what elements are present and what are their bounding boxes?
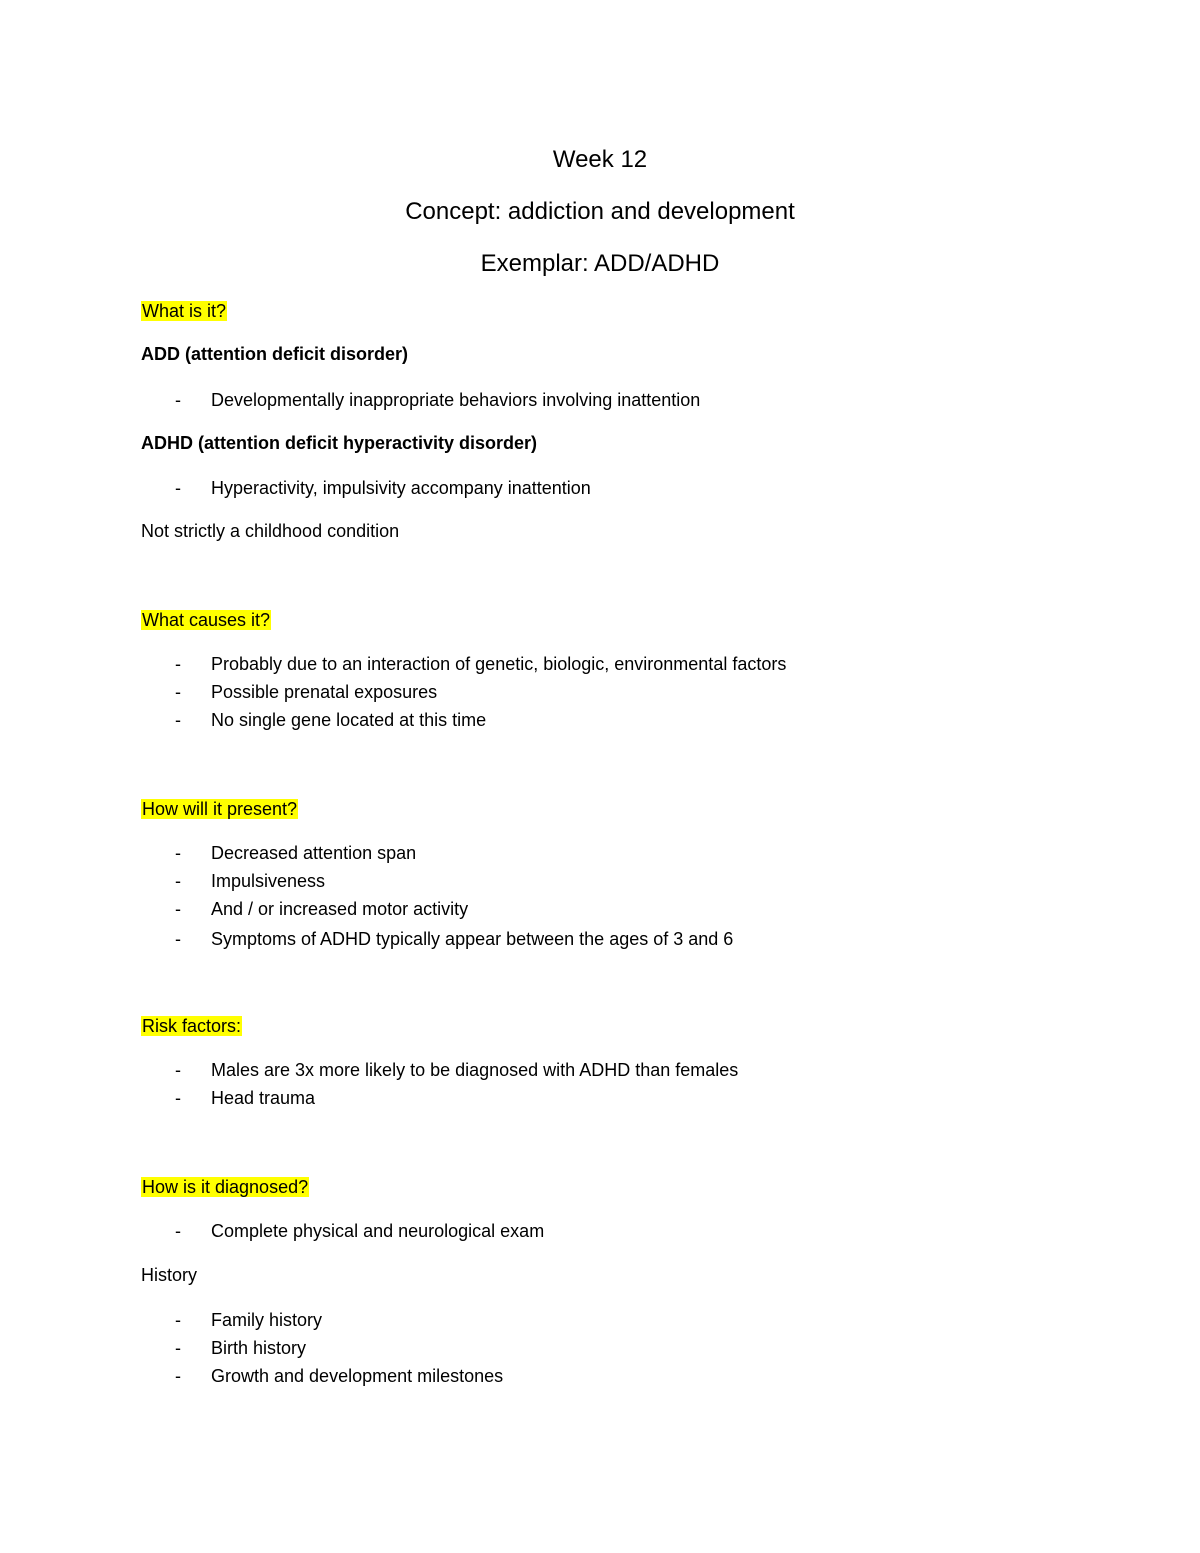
section-heading-risk-factors bbox=[141, 1014, 242, 1038]
list-item: Complete physical and neurological exam bbox=[211, 1221, 545, 1241]
list-item: And / or increased motor activity bbox=[211, 899, 469, 919]
bullet-marker: - bbox=[175, 654, 181, 674]
heading-highlight: What is it? bbox=[142, 301, 227, 321]
heading-highlight: Risk factors: bbox=[142, 1016, 242, 1036]
list-item: Head trauma bbox=[211, 1088, 316, 1108]
bullet-marker: - bbox=[175, 1221, 181, 1241]
list-item: Symptoms of ADHD typically appear between the ages of 3 and 6 bbox=[211, 929, 734, 949]
bullet-marker: - bbox=[175, 478, 181, 498]
bullet-marker: - bbox=[175, 1366, 181, 1386]
bullet-marker: - bbox=[175, 1338, 181, 1358]
note-text: Not strictly a childhood condition bbox=[141, 521, 400, 541]
list-item: Growth and development milestones bbox=[211, 1366, 504, 1386]
bullet-marker: - bbox=[175, 871, 181, 891]
section-heading-what-is-it bbox=[141, 299, 227, 323]
bullet-marker: - bbox=[175, 1088, 181, 1108]
bullet-marker: - bbox=[175, 929, 181, 949]
bullet-marker: - bbox=[175, 710, 181, 730]
history-label: History bbox=[141, 1265, 198, 1285]
list-item: Developmentally inappropriate behaviors involving inattention bbox=[211, 390, 701, 410]
bullet-marker: - bbox=[175, 682, 181, 702]
section-heading-causes bbox=[141, 608, 271, 632]
bullet-marker: - bbox=[175, 1310, 181, 1330]
list-item: Probably due to an interaction of genetic, biologic, environmental factors bbox=[211, 654, 787, 674]
list-item: Hyperactivity, impulsivity accompany inattention bbox=[211, 478, 591, 498]
exemplar-title: Exemplar: ADD/ADHD bbox=[480, 250, 720, 277]
list-item: Decreased attention span bbox=[211, 843, 417, 863]
list-item: No single gene located at this time bbox=[211, 710, 487, 730]
add-label: ADD (attention deficit disorder) bbox=[141, 344, 409, 364]
list-item: Family history bbox=[211, 1310, 323, 1330]
concept-title: Concept: addiction and development bbox=[405, 198, 795, 225]
list-item: Impulsiveness bbox=[211, 871, 326, 891]
heading-highlight: How is it diagnosed? bbox=[142, 1177, 309, 1197]
list-item: Possible prenatal exposures bbox=[211, 682, 438, 702]
section-heading-presentation bbox=[141, 797, 298, 821]
bullet-marker: - bbox=[175, 1060, 181, 1080]
week-title: Week 12 bbox=[552, 146, 648, 173]
heading-highlight: What causes it? bbox=[142, 610, 271, 630]
section-heading-diagnosis bbox=[141, 1175, 309, 1199]
list-item: Males are 3x more likely to be diagnosed with ADHD than females bbox=[211, 1060, 739, 1080]
heading-highlight: How will it present? bbox=[142, 799, 298, 819]
bullet-marker: - bbox=[175, 843, 181, 863]
bullet-marker: - bbox=[175, 899, 181, 919]
adhd-label: ADHD (attention deficit hyperactivity disorder) bbox=[141, 433, 538, 453]
list-item: Birth history bbox=[211, 1338, 307, 1358]
bullet-marker: - bbox=[175, 390, 181, 410]
